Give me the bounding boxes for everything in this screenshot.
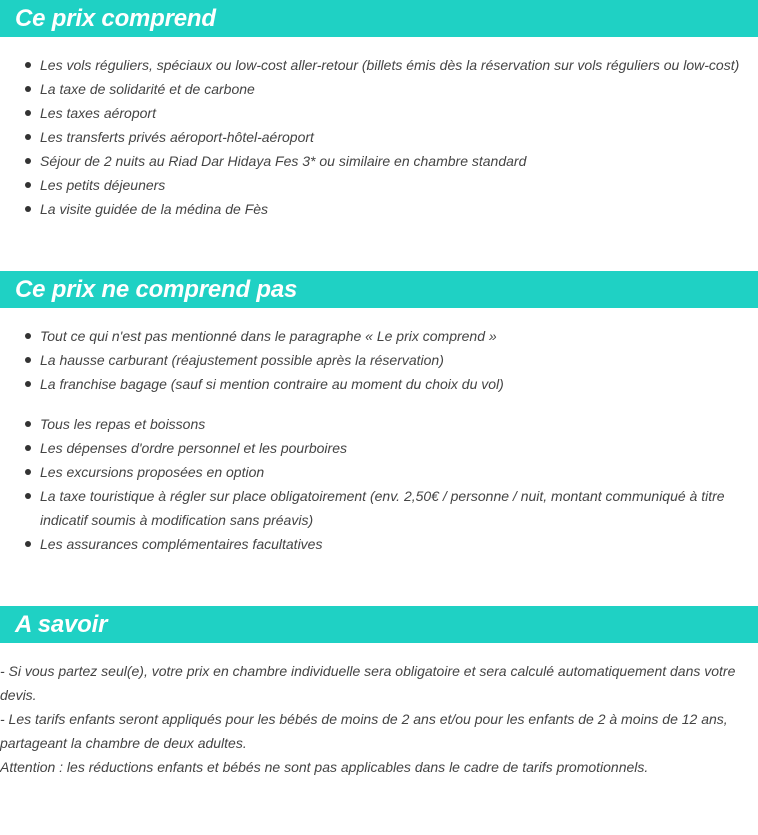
list-item: Les dépenses d'ordre personnel et les pourboires <box>0 436 758 460</box>
list-item: Tous les repas et boissons <box>0 412 758 436</box>
bullet-icon <box>25 493 31 499</box>
bullet-icon <box>25 333 31 339</box>
list-item: Les vols réguliers, spéciaux ou low-cost aller-retour (billets émis dès la réservation sur vols réguliers ou low-cost) <box>0 53 758 77</box>
list-item: La hausse carburant (réajustement possible après la réservation) <box>0 348 758 372</box>
bullet-icon <box>25 541 31 547</box>
list-item: Les transferts privés aéroport-hôtel-aéroport <box>0 125 758 149</box>
bullet-icon <box>25 182 31 188</box>
list-item: La visite guidée de la médina de Fès <box>0 197 758 221</box>
includes-list <box>0 53 758 221</box>
section-header-excludes <box>0 271 758 308</box>
section-title-includes: Ce prix comprend <box>15 5 216 32</box>
section-header-info <box>0 606 758 643</box>
bullet-icon <box>25 62 31 68</box>
bullet-icon <box>25 206 31 212</box>
list-item: Les excursions proposées en option <box>0 460 758 484</box>
section-title-excludes: Ce prix ne comprend pas <box>15 276 298 303</box>
bullet-icon <box>25 158 31 164</box>
list-item: Séjour de 2 nuits au Riad Dar Hidaya Fes 3* ou similaire en chambre standard <box>0 149 758 173</box>
list-item: La taxe de solidarité et de carbone <box>0 77 758 101</box>
bullet-icon <box>25 86 31 92</box>
excludes-list <box>0 324 758 556</box>
note-paragraph: - Si vous partez seul(e), votre prix en chambre individuelle sera obligatoire et sera calculé automatiquement dans votre devis. <box>0 663 736 703</box>
list-item: Les taxes aéroport <box>0 101 758 125</box>
bullet-icon <box>25 445 31 451</box>
section-header-includes <box>0 0 758 37</box>
note-paragraph: - Les tarifs enfants seront appliqués pour les bébés de moins de 2 ans et/ou pour les enfants de 2 à moins de 12 ans, partageant la chambre de deux adultes. <box>0 711 728 751</box>
info-notes <box>0 659 758 779</box>
list-item: Les petits déjeuners <box>0 173 758 197</box>
list-item: La franchise bagage (sauf si mention contraire au moment du choix du vol) <box>0 372 758 396</box>
note-paragraph: Attention : les réductions enfants et bébés ne sont pas applicables dans le cadre de tarifs promotionnels. <box>0 759 649 775</box>
bullet-icon <box>25 469 31 475</box>
bullet-icon <box>25 357 31 363</box>
bullet-icon <box>25 421 31 427</box>
bullet-icon <box>25 134 31 140</box>
list-item: Tout ce qui n'est pas mentionné dans le paragraphe « Le prix comprend » <box>0 324 758 348</box>
list-item: La taxe touristique à régler sur place obligatoirement (env. 2,50€ / personne / nuit, montant communiqué à titre indicatif soumis à modification sans préavis) <box>0 484 758 532</box>
section-title-info: A savoir <box>15 611 108 638</box>
bullet-icon <box>25 381 31 387</box>
list-item: Les assurances complémentaires facultatives <box>0 532 758 556</box>
bullet-icon <box>25 110 31 116</box>
